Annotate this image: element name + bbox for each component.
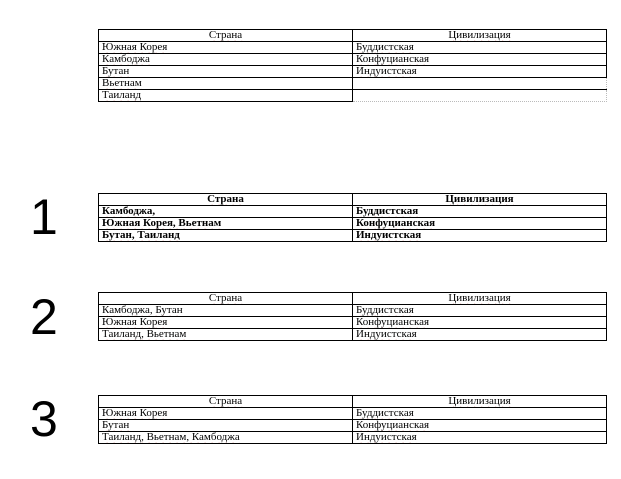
civilization-cell: Индуистская: [353, 432, 607, 444]
country-cell: Бутан: [99, 420, 353, 432]
country-cell: Южная Корея: [99, 42, 353, 54]
header-country: Страна: [99, 293, 353, 305]
header-civilization: Цивилизация: [353, 293, 607, 305]
country-cell: Таиланд, Вьетнам, Камбоджа: [99, 432, 353, 444]
option-number-3: 3: [30, 391, 58, 447]
header-country: Страна: [99, 396, 353, 408]
table-row: [99, 317, 607, 329]
table-row: [99, 218, 607, 230]
table-row: [99, 42, 607, 54]
civilization-cell: Индуистская: [353, 66, 607, 78]
table-row: [99, 305, 607, 317]
header-country: Страна: [99, 194, 353, 206]
table-header-row: [99, 30, 607, 42]
option-number-2: 2: [30, 289, 58, 345]
option-number-1: 1: [30, 189, 58, 245]
country-cell: Камбоджа, Бутан: [99, 305, 353, 317]
civilization-cell: Конфуцианская: [353, 218, 607, 230]
civilization-cell: Буддистская: [353, 305, 607, 317]
country-cell: Бутан, Таиланд: [99, 230, 353, 242]
country-cell: Южная Корея: [99, 317, 353, 329]
table-row: [99, 329, 607, 341]
option-1-table[interactable]: [98, 193, 607, 242]
civilization-cell: Конфуцианская: [353, 54, 607, 66]
original-table: [98, 29, 607, 102]
header-civilization: Цивилизация: [353, 30, 607, 42]
country-cell: Вьетнам: [99, 78, 353, 90]
civilization-cell: Буддистская: [353, 42, 607, 54]
table-row: [99, 66, 607, 78]
country-cell: Таиланд, Вьетнам: [99, 329, 353, 341]
table-row: [99, 432, 607, 444]
table-row: [99, 78, 607, 90]
header-civilization: Цивилизация: [353, 194, 607, 206]
table-row: [99, 206, 607, 218]
table-row: [99, 230, 607, 242]
civilization-cell: Буддистская: [353, 408, 607, 420]
country-cell: Южная Корея: [99, 408, 353, 420]
country-cell: Южная Корея, Вьетнам: [99, 218, 353, 230]
civilization-cell: Конфуцианская: [353, 317, 607, 329]
header-country: Страна: [99, 30, 353, 42]
table-header-row: [99, 396, 607, 408]
table-header-row: [99, 293, 607, 305]
option-2-table[interactable]: [98, 292, 607, 341]
country-cell: Камбоджа,: [99, 206, 353, 218]
civilization-cell: Буддистская: [353, 206, 607, 218]
option-3-table[interactable]: [98, 395, 607, 444]
civilization-cell: Индуистская: [353, 230, 607, 242]
table-row: [99, 420, 607, 432]
table-row: [99, 408, 607, 420]
civilization-cell: Конфуцианская: [353, 420, 607, 432]
country-cell: Камбоджа: [99, 54, 353, 66]
header-civilization: Цивилизация: [353, 396, 607, 408]
table-header-row: [99, 194, 607, 206]
country-cell: Таиланд: [99, 90, 353, 102]
civilization-cell: [353, 90, 607, 102]
table-row: [99, 54, 607, 66]
country-cell: Бутан: [99, 66, 353, 78]
table-row: [99, 90, 607, 102]
civilization-cell: [353, 78, 607, 90]
civilization-cell: Индуистская: [353, 329, 607, 341]
